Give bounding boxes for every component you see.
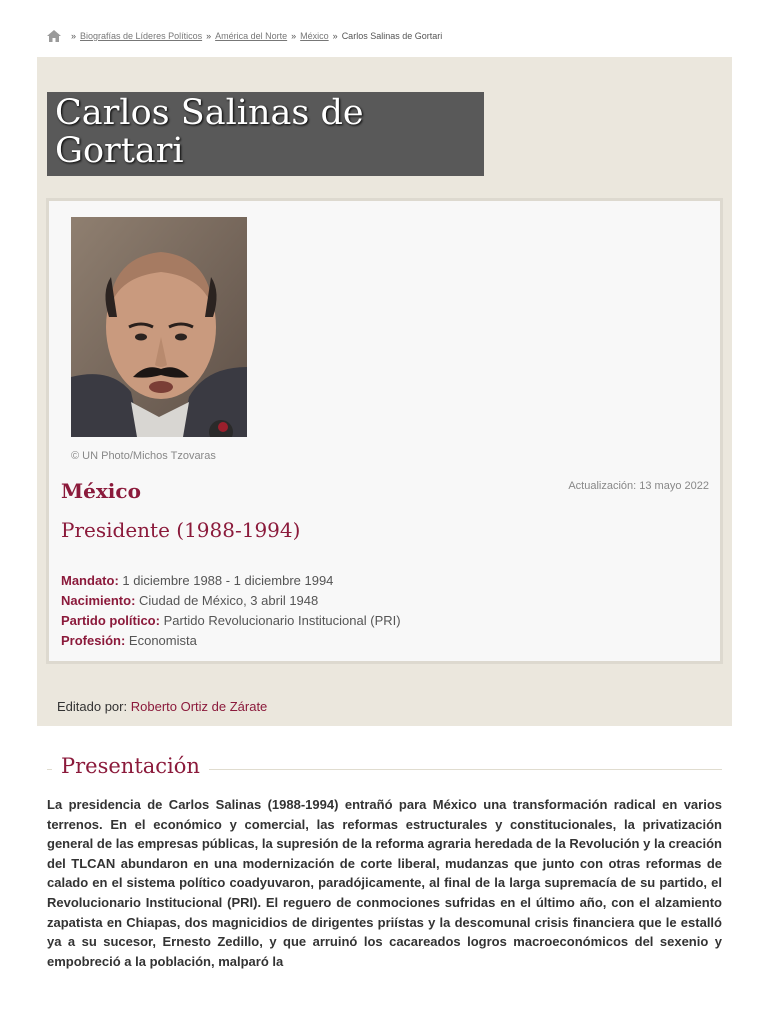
title-banner — [47, 92, 484, 176]
country-heading: México — [61, 479, 141, 503]
profile-card — [46, 198, 723, 664]
fact-value: Economista — [128, 633, 197, 648]
fact-row-mandato — [61, 571, 401, 591]
portrait-photo — [71, 217, 247, 437]
breadcrumb-link-mexico[interactable]: México — [300, 31, 329, 41]
fact-row-nacimiento — [61, 591, 401, 611]
breadcrumb-separator: » — [71, 31, 77, 41]
breadcrumb-link-america-norte[interactable]: América del Norte — [215, 31, 288, 41]
fact-row-partido — [61, 611, 401, 631]
photo-credit: © UN Photo/Michos Tzovaras — [71, 450, 216, 462]
breadcrumb-link-biografias[interactable]: Biografías de Líderes Políticos — [80, 31, 203, 41]
breadcrumb-separator: » — [291, 31, 297, 41]
home-icon[interactable] — [47, 30, 61, 42]
section-title: Presentación — [52, 754, 209, 778]
fact-label: Partido político: — [61, 613, 160, 628]
section-body: La presidencia de Carlos Salinas (1988-1994) entrañó para México una transformación radical en varios terrenos. En el económico y comercial, las reformas estructurales y constitucionales, la privatización general de las empresas públicas, la supresión de la reforma agraria heredada de la Revolución y la creación del TLCAN abundaron en una modernización de corte liberal, mudanzas que junto con otras reformas de calado en el sistema político coadyuvaron, paradójicamente, al final de la larga supremacía de su partido, el Revolucionario Institucional (PRI). El reguero de conmociones sufridas en el último año, con el alzamiento zapatista en Chiapas, dos magnicidios de dirigentes priístas y la descomunal crisis financiera que le estalló ya a su sucesor, Ernesto Zedillo, y que arruinó los cacareados logros macroeconómicos del sexenio y empobreció a la población, malparó la — [47, 797, 722, 969]
update-date: Actualización: 13 mayo 2022 — [568, 480, 709, 492]
breadcrumb — [47, 26, 442, 46]
editor-prefix: Editado por: — [57, 699, 128, 714]
facts-list — [61, 571, 401, 651]
editor-credit — [57, 699, 267, 714]
fact-row-profesion — [61, 631, 401, 651]
fact-value: Partido Revolucionario Institucional (PRI) — [163, 613, 401, 628]
section-header — [47, 754, 722, 784]
role-heading: Presidente (1988-1994) — [61, 518, 301, 542]
fact-value: 1 diciembre 1988 - 1 diciembre 1994 — [122, 573, 334, 588]
breadcrumb-separator: » — [206, 31, 212, 41]
fact-value: Ciudad de México, 3 abril 1948 — [139, 593, 319, 608]
fact-label: Mandato: — [61, 573, 119, 588]
fact-label: Profesión: — [61, 633, 126, 648]
breadcrumb-separator: » — [332, 31, 338, 41]
editor-link[interactable]: Roberto Ortiz de Zárate — [130, 699, 268, 714]
breadcrumb-current: Carlos Salinas de Gortari — [341, 31, 443, 41]
page-title: Carlos Salinas de Gortari — [55, 93, 364, 171]
profile-panel — [37, 57, 732, 726]
fact-label: Nacimiento: — [61, 593, 136, 608]
